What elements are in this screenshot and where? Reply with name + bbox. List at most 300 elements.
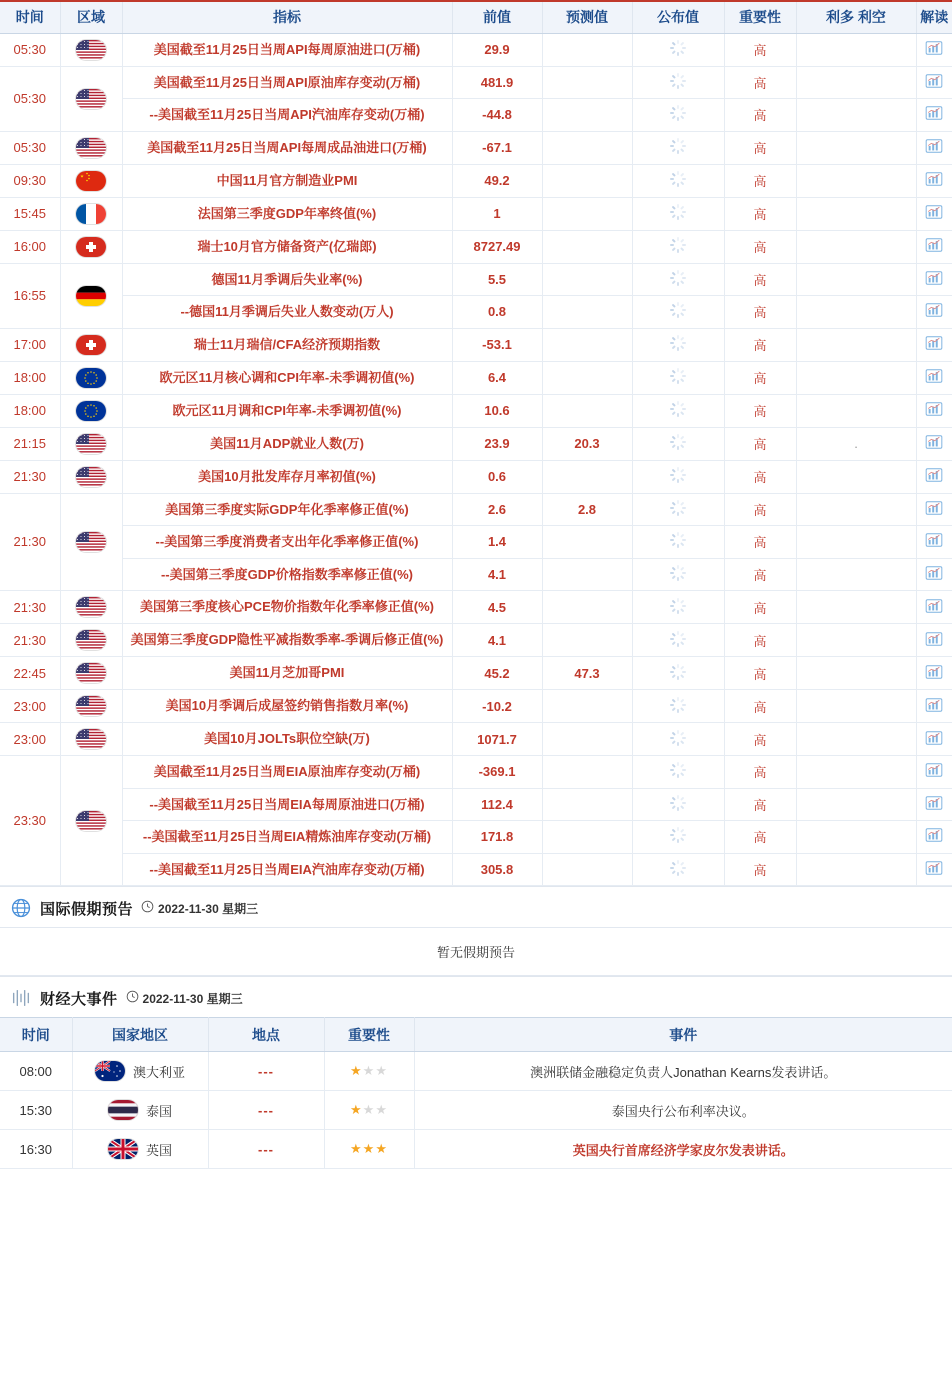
cell-forecast	[542, 164, 632, 197]
col-header-area: 区域	[60, 1, 122, 33]
cell-time: 21:30	[0, 460, 60, 493]
loading-spinner-icon	[670, 730, 686, 746]
evt-col-header-place: 地点	[208, 1018, 324, 1052]
evt-col-header-time: 时间	[0, 1018, 72, 1052]
table-row	[0, 756, 952, 789]
cell-published	[632, 624, 724, 657]
star-icon: ★	[375, 1141, 388, 1156]
cell-indicator[interactable]: --美国第三季度消费者支出年化季率修正值(%)	[122, 526, 452, 559]
cell-bullish-bearish	[796, 657, 916, 690]
loading-spinner-icon	[670, 302, 686, 318]
flag-us-icon	[76, 729, 106, 749]
cell-importance: 高	[724, 624, 796, 657]
events-table	[0, 1017, 952, 1169]
cell-importance: 高	[724, 723, 796, 756]
cell-previous: -67.1	[452, 131, 542, 164]
loading-spinner-icon	[670, 270, 686, 286]
cell-forecast	[542, 394, 632, 427]
cell-indicator[interactable]: 美国截至11月25日当周EIA原油库存变动(万桶)	[122, 756, 452, 789]
cell-area	[60, 657, 122, 690]
flag-us-icon	[76, 434, 106, 454]
cell-importance: 高	[724, 493, 796, 526]
events-body	[0, 1052, 952, 1169]
star-icon: ★	[375, 1102, 388, 1117]
cell-indicator[interactable]: 美国第三季度GDP隐性平减指数季率-季调后修正值(%)	[122, 624, 452, 657]
analysis-chart-icon[interactable]	[925, 827, 943, 843]
cell-time: 05:30	[0, 131, 60, 164]
analysis-chart-icon[interactable]	[925, 40, 943, 56]
cell-importance: 高	[724, 66, 796, 99]
table-row	[0, 493, 952, 526]
cell-indicator[interactable]: 欧元区11月核心调和CPI年率-未季调初值(%)	[122, 361, 452, 394]
evt-col-header-importance: 重要性	[324, 1018, 414, 1052]
cell-importance: 高	[724, 460, 796, 493]
stray-marker: .	[854, 436, 858, 451]
cell-published	[632, 788, 724, 821]
loading-spinner-icon	[670, 762, 686, 778]
star-icon: ★	[362, 1102, 376, 1117]
cell-forecast	[542, 328, 632, 361]
analysis-chart-icon[interactable]	[925, 270, 943, 286]
analysis-chart-icon[interactable]	[925, 565, 943, 581]
cell-previous: 481.9	[452, 66, 542, 99]
country-name: 澳大利亚	[132, 1064, 185, 1080]
holiday-section-date: 2022-11-30 星期三	[158, 901, 259, 916]
cell-forecast: 20.3	[542, 427, 632, 460]
analysis-chart-icon[interactable]	[925, 860, 943, 876]
cell-analysis[interactable]	[916, 460, 952, 493]
events-header-row	[0, 1018, 952, 1052]
cell-published	[632, 361, 724, 394]
flag-us-icon	[76, 467, 106, 487]
cell-previous: 4.1	[452, 624, 542, 657]
cell-indicator[interactable]: --美国截至11月25日当周EIA汽油库存变动(万桶)	[122, 853, 452, 886]
cell-bullish-bearish	[796, 197, 916, 230]
cell-analysis[interactable]	[916, 361, 952, 394]
cell-importance: 高	[724, 99, 796, 132]
cell-forecast	[542, 131, 632, 164]
cell-event-importance	[324, 1091, 414, 1130]
cell-analysis[interactable]	[916, 821, 952, 854]
analysis-chart-icon[interactable]	[925, 598, 943, 614]
cell-published	[632, 394, 724, 427]
cell-importance: 高	[724, 328, 796, 361]
events-section-header	[0, 976, 952, 1017]
calendar-header-row	[0, 1, 952, 33]
cell-country	[72, 1091, 208, 1130]
events-section-date: 2022-11-30 星期三	[142, 991, 243, 1006]
loading-spinner-icon	[670, 73, 686, 89]
cell-area	[60, 394, 122, 427]
cell-importance: 高	[724, 131, 796, 164]
cell-time: 22:45	[0, 657, 60, 690]
cell-forecast	[542, 558, 632, 591]
cell-previous: 0.8	[452, 296, 542, 329]
cell-analysis[interactable]	[916, 427, 952, 460]
cell-previous: 6.4	[452, 361, 542, 394]
loading-spinner-icon	[670, 500, 686, 516]
flag-fr-icon	[76, 204, 106, 224]
cell-bullish-bearish	[796, 821, 916, 854]
cell-indicator[interactable]: --德国11月季调后失业人数变动(万人)	[122, 296, 452, 329]
analysis-chart-icon[interactable]	[925, 532, 943, 548]
cell-previous: 1.4	[452, 526, 542, 559]
star-icon: ★	[350, 1063, 363, 1078]
loading-spinner-icon	[670, 368, 686, 384]
cell-time: 21:30	[0, 493, 60, 591]
cell-event-importance	[324, 1052, 414, 1091]
analysis-chart-icon[interactable]	[925, 335, 943, 351]
cell-bullish-bearish	[796, 33, 916, 66]
table-row	[0, 131, 952, 164]
cell-bullish-bearish	[796, 493, 916, 526]
loading-spinner-icon	[670, 664, 686, 680]
cell-indicator[interactable]: 美国10月批发库存月率初值(%)	[122, 460, 452, 493]
evt-col-header-event: 事件	[414, 1018, 952, 1052]
analysis-chart-icon[interactable]	[925, 204, 943, 220]
cell-analysis[interactable]	[916, 624, 952, 657]
cell-area	[60, 197, 122, 230]
analysis-chart-icon[interactable]	[925, 302, 943, 318]
cell-importance: 高	[724, 756, 796, 789]
table-row	[0, 296, 952, 329]
cell-previous: 49.2	[452, 164, 542, 197]
cell-importance: 高	[724, 230, 796, 263]
loading-spinner-icon	[670, 467, 686, 483]
analysis-chart-icon[interactable]	[925, 795, 943, 811]
cell-previous: 23.9	[452, 427, 542, 460]
cell-indicator[interactable]: 中国11月官方制造业PMI	[122, 164, 452, 197]
cell-forecast	[542, 99, 632, 132]
cell-place: ---	[208, 1052, 324, 1091]
cell-indicator[interactable]: 美国截至11月25日当周API每周成品油进口(万桶)	[122, 131, 452, 164]
loading-spinner-icon	[670, 138, 686, 154]
cell-importance: 高	[724, 690, 796, 723]
cell-importance: 高	[724, 296, 796, 329]
cell-previous: 1071.7	[452, 723, 542, 756]
col-header-time: 时间	[0, 1, 60, 33]
cell-time: 18:00	[0, 361, 60, 394]
cell-indicator[interactable]: 瑞士10月官方储备资产(亿瑞郎)	[122, 230, 452, 263]
cell-forecast	[542, 853, 632, 886]
cell-forecast	[542, 723, 632, 756]
cell-forecast	[542, 197, 632, 230]
cell-indicator[interactable]: 美国第三季度实际GDP年化季率修正值(%)	[122, 493, 452, 526]
cell-analysis[interactable]	[916, 657, 952, 690]
cell-time: 17:00	[0, 328, 60, 361]
cell-published	[632, 526, 724, 559]
cell-indicator[interactable]: 美国10月季调后成屋签约销售指数月率(%)	[122, 690, 452, 723]
cell-analysis[interactable]	[916, 690, 952, 723]
cell-analysis[interactable]	[916, 756, 952, 789]
cell-importance: 高	[724, 558, 796, 591]
cell-published	[632, 33, 724, 66]
table-row	[0, 526, 952, 559]
cell-analysis[interactable]	[916, 591, 952, 624]
loading-spinner-icon	[670, 237, 686, 253]
cell-analysis[interactable]	[916, 493, 952, 526]
cell-indicator[interactable]: 瑞士11月瑞信/CFA经济预期指数	[122, 328, 452, 361]
loading-spinner-icon	[670, 335, 686, 351]
flag-au-icon	[95, 1061, 125, 1081]
cell-previous: -44.8	[452, 99, 542, 132]
col-header-importance: 重要性	[724, 1, 796, 33]
events-section-title: 财经大事件	[40, 990, 118, 1008]
flag-ch-icon	[76, 335, 106, 355]
cell-indicator[interactable]: 美国11月芝加哥PMI	[122, 657, 452, 690]
cell-previous: 4.1	[452, 558, 542, 591]
holiday-empty-note: 暂无假期预告	[0, 927, 952, 976]
analysis-chart-icon[interactable]	[925, 105, 943, 121]
cell-area	[60, 66, 122, 131]
table-row	[0, 853, 952, 886]
cell-area	[60, 624, 122, 657]
table-row	[0, 788, 952, 821]
analysis-chart-icon[interactable]	[925, 664, 943, 680]
cell-analysis[interactable]	[916, 197, 952, 230]
cell-importance: 高	[724, 657, 796, 690]
cell-published	[632, 723, 724, 756]
cell-forecast	[542, 788, 632, 821]
cell-published	[632, 197, 724, 230]
cell-forecast	[542, 66, 632, 99]
cell-analysis[interactable]	[916, 33, 952, 66]
cell-published	[632, 66, 724, 99]
loading-spinner-icon	[670, 795, 686, 811]
cell-indicator[interactable]: 欧元区11月调和CPI年率-未季调初值(%)	[122, 394, 452, 427]
cell-area	[60, 230, 122, 263]
cell-bullish-bearish	[796, 164, 916, 197]
table-row	[0, 394, 952, 427]
col-header-published: 公布值	[632, 1, 724, 33]
holiday-section-title: 国际假期预告	[40, 900, 134, 918]
cell-indicator[interactable]: --美国截至11月25日当周EIA每周原油进口(万桶)	[122, 788, 452, 821]
analysis-chart-icon[interactable]	[925, 500, 943, 516]
analysis-chart-icon[interactable]	[925, 237, 943, 253]
cell-previous: -53.1	[452, 328, 542, 361]
table-row	[0, 263, 952, 296]
flag-us-icon	[76, 663, 106, 683]
cell-analysis[interactable]	[916, 558, 952, 591]
cell-time: 16:00	[0, 230, 60, 263]
flag-us-icon	[76, 630, 106, 650]
loading-spinner-icon	[670, 434, 686, 450]
cell-analysis[interactable]	[916, 66, 952, 99]
table-row	[0, 361, 952, 394]
cell-previous: 4.5	[452, 591, 542, 624]
cell-event-text[interactable]: 澳洲联储金融稳定负责人Jonathan Kearns发表讲话。	[414, 1052, 952, 1091]
cell-importance: 高	[724, 164, 796, 197]
cell-time: 21:30	[0, 591, 60, 624]
cell-bullish-bearish	[796, 427, 916, 460]
star-icon: ★	[362, 1141, 376, 1156]
cell-bullish-bearish	[796, 66, 916, 99]
cell-importance: 高	[724, 361, 796, 394]
cell-previous: 45.2	[452, 657, 542, 690]
cell-bullish-bearish	[796, 558, 916, 591]
calendar-body	[0, 33, 952, 886]
col-header-forecast: 预测值	[542, 1, 632, 33]
analysis-chart-icon[interactable]	[925, 138, 943, 154]
table-row	[0, 33, 952, 66]
loading-spinner-icon	[670, 827, 686, 843]
table-row	[0, 66, 952, 99]
cell-indicator[interactable]: 德国11月季调后失业率(%)	[122, 263, 452, 296]
cell-analysis[interactable]	[916, 723, 952, 756]
holiday-section-header	[0, 886, 952, 927]
cell-indicator[interactable]: --美国第三季度GDP价格指数季率修正值(%)	[122, 558, 452, 591]
table-row	[0, 624, 952, 657]
table-row	[0, 821, 952, 854]
cell-analysis[interactable]	[916, 853, 952, 886]
cell-analysis[interactable]	[916, 164, 952, 197]
cell-forecast	[542, 690, 632, 723]
table-row	[0, 328, 952, 361]
table-row	[0, 164, 952, 197]
analysis-chart-icon[interactable]	[925, 730, 943, 746]
cell-importance: 高	[724, 263, 796, 296]
cell-forecast: 2.8	[542, 493, 632, 526]
analysis-chart-icon[interactable]	[925, 631, 943, 647]
cell-area	[60, 328, 122, 361]
cell-area	[60, 131, 122, 164]
cell-bullish-bearish	[796, 296, 916, 329]
cell-published	[632, 756, 724, 789]
analysis-chart-icon[interactable]	[925, 73, 943, 89]
events-section-date-wrap	[126, 990, 243, 1007]
cell-area	[60, 164, 122, 197]
cell-indicator[interactable]: 美国第三季度核心PCE物价指数年化季率修正值(%)	[122, 591, 452, 624]
loading-spinner-icon	[670, 565, 686, 581]
table-row	[0, 427, 952, 460]
cell-forecast	[542, 33, 632, 66]
loading-spinner-icon	[670, 40, 686, 56]
cell-area	[60, 690, 122, 723]
cell-analysis[interactable]	[916, 230, 952, 263]
globe-icon	[10, 897, 32, 919]
flag-us-icon	[76, 696, 106, 716]
analysis-chart-icon[interactable]	[925, 434, 943, 450]
analysis-chart-icon[interactable]	[925, 697, 943, 713]
cell-time: 18:00	[0, 394, 60, 427]
cell-forecast	[542, 591, 632, 624]
flag-us-icon	[76, 532, 106, 552]
cell-area	[60, 460, 122, 493]
table-row	[0, 1052, 952, 1091]
cell-indicator[interactable]: --美国截至11月25日当周EIA精炼油库存变动(万桶)	[122, 821, 452, 854]
cell-indicator[interactable]: 法国第三季度GDP年率终值(%)	[122, 197, 452, 230]
cell-importance: 高	[724, 591, 796, 624]
cell-analysis[interactable]	[916, 788, 952, 821]
cell-previous: -10.2	[452, 690, 542, 723]
cell-time: 09:30	[0, 164, 60, 197]
col-header-analysis: 解读	[916, 1, 952, 33]
cell-analysis[interactable]	[916, 394, 952, 427]
cell-forecast: 47.3	[542, 657, 632, 690]
cell-forecast	[542, 460, 632, 493]
holiday-section-date-wrap	[141, 900, 258, 917]
cell-time: 23:00	[0, 723, 60, 756]
cell-time: 05:30	[0, 66, 60, 131]
cell-bullish-bearish	[796, 526, 916, 559]
cell-bullish-bearish	[796, 460, 916, 493]
flag-eu-icon	[76, 401, 106, 421]
country-name: 英国	[145, 1142, 172, 1158]
table-row	[0, 723, 952, 756]
cell-bullish-bearish	[796, 99, 916, 132]
cell-analysis[interactable]	[916, 99, 952, 132]
cell-event-text[interactable]: 泰国央行公布利率决议。	[414, 1091, 952, 1130]
analysis-chart-icon[interactable]	[925, 171, 943, 187]
cell-area	[60, 427, 122, 460]
cell-analysis[interactable]	[916, 328, 952, 361]
table-row	[0, 591, 952, 624]
loading-spinner-icon	[670, 532, 686, 548]
cell-bullish-bearish	[796, 263, 916, 296]
analysis-chart-icon[interactable]	[925, 467, 943, 483]
cell-analysis[interactable]	[916, 296, 952, 329]
flag-cn-icon	[76, 171, 106, 191]
cell-published	[632, 558, 724, 591]
loading-spinner-icon	[670, 860, 686, 876]
cell-importance: 高	[724, 394, 796, 427]
cell-bullish-bearish	[796, 723, 916, 756]
cell-indicator[interactable]: 美国10月JOLTs职位空缺(万)	[122, 723, 452, 756]
analysis-chart-icon[interactable]	[925, 762, 943, 778]
cell-analysis[interactable]	[916, 131, 952, 164]
cell-country	[72, 1130, 208, 1169]
col-header-bullish-bearish: 利多 利空	[796, 1, 916, 33]
col-header-indicator: 指标	[122, 1, 452, 33]
flag-gb-icon	[108, 1139, 138, 1159]
table-row	[0, 1130, 952, 1169]
cell-published	[632, 460, 724, 493]
cell-indicator[interactable]: 美国截至11月25日当周API每周原油进口(万桶)	[122, 33, 452, 66]
cell-area	[60, 591, 122, 624]
country-name: 泰国	[145, 1103, 172, 1119]
cell-forecast	[542, 230, 632, 263]
cell-time: 21:15	[0, 427, 60, 460]
cell-time: 05:30	[0, 33, 60, 66]
star-icon: ★	[350, 1102, 363, 1117]
table-row	[0, 197, 952, 230]
cell-published	[632, 493, 724, 526]
cell-importance: 高	[724, 853, 796, 886]
cell-forecast	[542, 624, 632, 657]
cell-importance: 高	[724, 788, 796, 821]
cell-bullish-bearish	[796, 853, 916, 886]
flag-th-icon	[108, 1100, 138, 1120]
cell-published	[632, 690, 724, 723]
cell-analysis[interactable]	[916, 526, 952, 559]
cell-bullish-bearish	[796, 230, 916, 263]
cell-analysis[interactable]	[916, 263, 952, 296]
cell-event-text[interactable]: 英国央行首席经济学家皮尔发表讲话。	[414, 1130, 952, 1169]
flag-us-icon	[76, 138, 106, 158]
cell-event-time: 16:30	[0, 1130, 72, 1169]
star-icon: ★	[350, 1141, 363, 1156]
cell-indicator[interactable]: 美国截至11月25日当周API原油库存变动(万桶)	[122, 66, 452, 99]
cell-indicator[interactable]: --美国截至11月25日当周API汽油库存变动(万桶)	[122, 99, 452, 132]
cell-indicator[interactable]: 美国11月ADP就业人数(万)	[122, 427, 452, 460]
cell-area	[60, 723, 122, 756]
analysis-chart-icon[interactable]	[925, 401, 943, 417]
cell-bullish-bearish	[796, 756, 916, 789]
star-icon: ★	[375, 1063, 388, 1078]
cell-published	[632, 427, 724, 460]
analysis-chart-icon[interactable]	[925, 368, 943, 384]
cell-area	[60, 263, 122, 328]
